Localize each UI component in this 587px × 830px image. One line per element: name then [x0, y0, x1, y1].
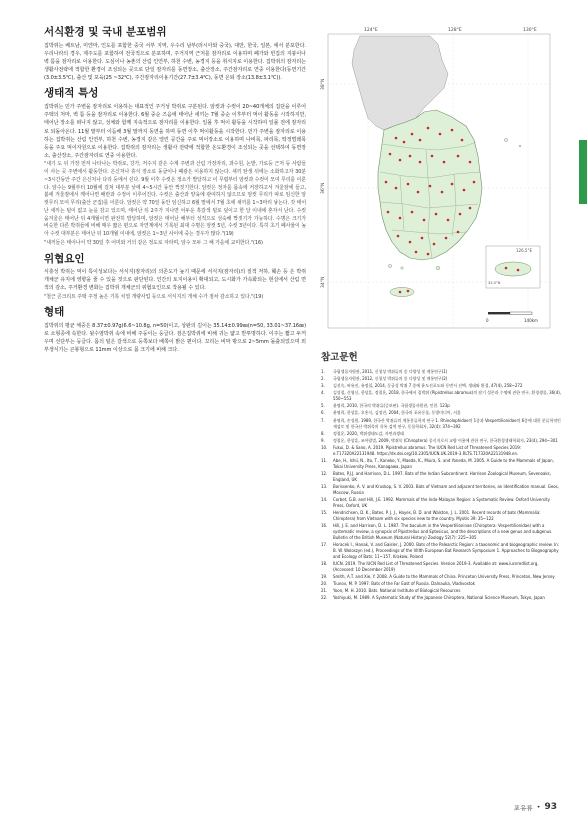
reference-item [321, 390, 561, 402]
reference-item [321, 574, 561, 580]
habitat-text: 집박쥐는 베트남, 미얀마, 인도를 포함한 중국 서부 지역, 우수리 남부(러시아와 중국), 대만, 한국, 일본, 에서 분포한다. 우리나라의 경우, 제주도를 포함하여 전국적으로 분포하며, 주거지역 근처를 잠자리로 이용하며 폐가와 빈집의 지붕이나 벽 틈을 잠자리로 이용한다. 도심이나 농촌의 산림 인연부, 하천 수변, 농경지 등을 취식지로 이용한다. 집박쥐의 잠자리는 생활사전략에 적합한 환경이 조성되는 곳으로 단일 잠자리를 동면장소, 출산장소, 주간잠자리로 연중 이용한다(동면기간(3.0±3.5℃), 출산 및 포육(25 ~32℃), 주간잠자리이용기간(27.7±3.4℃), 동면 온퇴 장소(13.8±3.1℃)). [44, 42, 306, 82]
footer-bullet: • [536, 803, 541, 811]
reference-number: 11. [321, 457, 328, 463]
reference-text: Borissenko, A. V. and Kruskop, S. V. 2003. Bats of Vietnam and adjacent territories, an identification manual. Geos, Moscow, Russia [333, 483, 559, 495]
reference-text: 윤명희, 2010, 한국의 박쥐류(증보판). 국립생물자원관, 인천. 123p [333, 403, 450, 409]
reference-item [321, 471, 561, 483]
reference-number: 19. [321, 573, 328, 579]
reference-text: Hill, J. E. and Harrison, D. L. 1987. The baculum in the Vespertilioninae (Chiroptera: Vespertilionidae) with a systematic review, a synopsis of Pipistrellus and Eptesicus, and the descriptions of a new genus and subgenus. Bulletin of the British Museum (Natural History) Zoology 52(7): 225~305 [333, 523, 553, 540]
habitat-title: 서식환경 및 국내 분포범위 [44, 26, 167, 38]
references-section [321, 349, 561, 602]
page-number: 93 [544, 802, 557, 812]
reference-item [321, 403, 561, 409]
reference-number: 4. [321, 390, 325, 396]
morphology-text: 집박쥐의 평균 체중은 8.37±0.97g(6.6~10.8g, n=50)이고, 상완의 길이는 35.14±0.99㎜(n=50, 33.01~37.16㎜)로 소형종에 속한다. 뒷수염박쥐 속에 비해 주둥이는 둥글다. 검은집박쥐에 비해 귀는 얇고 반투명하다. 이주는 짧고 두꺼우며 선단부는 둥글다. 몸의 털은 갈색으로 등쪽보다 배쪽이 밝은 편이다. 꼬리는 비막 밖으로 2~5mm 돌출되었으며 외부생식기는 곤봉형으로 11mm 이상으로 몸 크기에 비해 크다. [44, 322, 306, 354]
reference-text: Corbet, G.B. and Hill, J.E. 1992. Mammals of the Indo-Malayan Region: a Systematic Review. Oxford University Press, Oxford, UK [333, 496, 550, 508]
lon-label-1: 124°E [364, 28, 378, 33]
scale-start: 0 [486, 318, 489, 323]
threat-title: 위협요인 [44, 252, 85, 265]
reference-text: 윤명희, 손성원, 1989, 한국산 박쥐류의 계통분류학적 연구 1. Rhinolophidae의 1종과 Vespertilionidae의 6종에 대한 분류학적인 재검토 및 한국산 박쥐목의 목록 검색 연구, 동물학회지, 32(4): 374~392 [333, 417, 561, 429]
reference-number: 14. [321, 496, 328, 502]
reference-text: 정철운, 2020, 박쥐생태도감, 자연과생태 [333, 430, 404, 436]
reference-number: 9. [321, 437, 325, 443]
reference-number: 7. [321, 417, 325, 423]
lon-label-3: 130°E [523, 28, 537, 33]
reference-item [321, 418, 561, 430]
references-list [321, 369, 561, 601]
reference-number: 13. [321, 483, 328, 489]
threat-text: 식충성 박쥐는 먹이 특이성보다는 서식지(잠자리)의 의존도가 높기 때문에 서식지(잠자리)의 질적 저하, 훼손 등 은 박쥐 개체군 유지에 영향을 줄 수 있을 것으로 판단된다. 인간의 토지이용이 확대되고, 도시화가 가속화되는 현실에서 산림 면적의 감소, 주거환경 변화는 집박쥐 개체군의 위협요인으로 작용될 수 있다. [44, 269, 306, 292]
ecology-quote-2: "새끼들은 태어나서 약 30일 후 어미와 거의 같은 정도로 자라며, 암수 모두 그 해 가을에 교미한다."(16) [44, 239, 263, 246]
ecology-quote: "새기 도 뒤 가장 먼저 나타나는 박쥐로, 강가, 저수지 같은 수계 주변과 산림 가장자리, 과수원, 논밭, 가로등 근처 등 사람들이 사는 곳 주변에서 활동한다. 은신처나 휴식 장소로 동굴이나 폐광은 이용하지 않는다. 새끼 탄생 뒤에는 소화하고자 30분~3시간동안 주간 은신처나 다리 등에서 쉰다. 9월 이후 수컷은 정소가 발달하고 이 무렵부터 암컷과 수컷이 모여 무리를 이룬다. 암수는 9월부터 10월에 걸쳐 대부분 낮에 4~5시간 동안 짝짓기한다. 암컷은 정자를 몸속에 저장하고서 겨울잠에 들고, 봄에 겨울잠에서 깨어나면 배란과 수정이 이루어진다. 수컷은 출산과 양육에 관여하지 않으므로 암컷 무리가 따로 임신한 암컷무리 모여 무리(출산 군집)를 이룬다. 암컷은 약 70일 동안 임신하고 6월 말에서 7월 초에 새끼를 1~3마리 낳는다. 갓 태어난 새끼는 털이 없고 눈을 감고 있으며, 태어난 뒤 2주가 지나면 어두운 흑갈색 털로 덮이고 한 달 이내에 혼자서 난다. 수컷 움겨울은 태어난 뒤 4개월이면 완전히 발달하며, 암컷은 태어난 해부터 성적으로 성숙해 짝짓기가 가능하다. 수명은 크기가 비슷한 다른 박쥐들에 비해 매우 짧은 편으로 자연계에서 기록된 최대 수명은 암컷 5년, 수컷 3년이다. 특히 초기 폐사율이 높아 수컷 대부분은 태어난 뒤 10개월 이내에, 암컷은 1~3년 사이에 죽는 경우가 많다."(19) [44, 161, 306, 237]
lat-label-3: 34°N [321, 276, 326, 288]
reference-item [321, 484, 561, 496]
reference-text: 국립생물자원관, 2012, 신청성 박쥐류의 종 다양성 및 계통연구(2) [333, 376, 448, 382]
reference-item [321, 376, 561, 382]
threat-quote: "철근 콘크리트 주택 주정 높은 기록 치열 개량사업 등으로 서식지의 개체 수가 점차 감소하고 있다."(19) [44, 293, 264, 300]
reference-item [321, 523, 561, 541]
inset-lat-label: 33.5°N [488, 281, 501, 285]
reference-item [321, 458, 561, 470]
reference-text: 김성철, 신영신, 한상훈, 정철운, 2018, 한국에서 집박쥐 (Pipistrellus abramus)의 잠기 성존과 수명에 관한 연구, 환경생물, 36(4), 550~553 [333, 390, 561, 402]
reference-item [321, 510, 561, 522]
morphology-title: 형태 [44, 306, 65, 319]
reference-number: 15. [321, 509, 328, 515]
reference-number: 1. [321, 369, 325, 374]
reference-item [321, 542, 561, 560]
inset-lon-label: 126.5°E [516, 248, 532, 253]
reference-item [321, 369, 561, 375]
reference-number: 20. [321, 581, 328, 587]
ecology-text: 집박쥐는 민가 주변을 잠자리로 이용하는 대표적인 주거성 박쥐로 구분된다. 암컷과 수컷이 20~40개체의 집단을 이루어 주택의 처마, 벽 틈 등을 잠자리로 이용한다. 6월 중순 즈음에 태어난 새끼는 7월 중순 이후부터 먹이 활동을 시작하지만, 태어난 장소를 떠나지 않고, 성체와 함께 지속적으로 잠자리를 이용한다. 일몰 후 먹이 활동을 시작하여 일몰 전에 잠자리로 되돌아온다. 11월 말부터 이듬해 3월 말까지 동면을 하며 동면 이후 먹이활동을 시작한다. 민가 주변을 잠자리로 이용하는 집박쥐는 산림 인연부, 하천 수변, 농경지 같은 열린 공간을 주로 먹이장소로 이용하며 나비목, 파리목, 딱정벌레목 등을 주요 먹이자원으로 이용한다. 집박쥐의 잠자리는 생활사 전략에 적합한 온도환경이 조성되는 곳을 선택하여 동면장소, 출산장소, 주간잠자리로 연중 이용한다. [44, 104, 306, 160]
reference-item [321, 383, 561, 389]
reference-item [321, 581, 561, 587]
left-column [44, 26, 306, 355]
reference-text: Yoon, M. H. 2010. Bats. National Institute of Biological Resources [333, 588, 461, 594]
reference-number: 12. [321, 470, 328, 476]
section-color-tab [579, 140, 587, 204]
reference-item [321, 438, 561, 444]
reference-text: IUCN. 2019. The IUCN Red List of Threatened Species. Version 2019-3. Available at: www.iucnredlist.org. (Accessed: 10 December 2019) [333, 560, 539, 572]
reference-text: 김선숙, 허유진, 유정칠, 2014, 동굴성 박쥐 7 종에 윤도선포도와 동면저 선택. 생태와 환경, 47(4), 258~272 [333, 383, 523, 389]
reference-item [321, 561, 561, 573]
reference-text: 윤명희, 한상훈, 오홍식, 김정진, 2004, 한국의 포유동물, 동방미디어, 서울 [333, 410, 461, 416]
lon-label-2: 128°E [448, 28, 462, 33]
reference-text: 정철운, 한상훈, 조아랑벌, 2009, 박쥐목 (Chiroptera) 종식지로서 교량 이용에 관한 연구, 한국환경생태학회지, 23(4), 294~301 [333, 437, 558, 443]
distribution-map [320, 22, 556, 336]
ecology-title: 생태적 특성 [44, 87, 99, 100]
reference-text: Horacek I., Hanak, V. and Gaisler, J. 2000. Bats of the Palearctic Region: a taxonomic and biogeographic review. In: B. W. Woloszyn (ed.), Proceedings of the VIIIth European Bat Research Symposium 1. Approaches to Biogeography and Ecology of Bats: 11~157. Krakow, Poland [333, 541, 560, 559]
reference-text: Tiunov, M. P. 1997. Bats of the Far East of Russia. Dalnauka, Vladivostok [333, 581, 476, 587]
references-title: 참고문헌 [321, 352, 358, 363]
page-footer [514, 802, 557, 812]
reference-number: 3. [321, 383, 325, 389]
reference-text: Hendrichsen, D. K., Bates, P. J. J., Hayes, B. D. and Walston, J. L. 2001. Recent records of bats (Mammalia: Chiroptera) from Vietnam with six species new to the country. Myotis 39: 35~122 [333, 509, 541, 521]
scale-end: 140km [524, 318, 538, 323]
footer-section: 포유류 [513, 803, 533, 812]
reference-item [321, 431, 561, 437]
lat-label-1: 38°N [321, 78, 326, 90]
reference-number: 21. [321, 588, 328, 594]
reference-number: 17. [321, 541, 328, 547]
reference-item [321, 595, 561, 601]
reference-text: Smith, A.T. and Xie, Y. 2008. A Guide to the Mammals of China. Princeton University Press, Princeton, New Jersey [333, 573, 555, 579]
reference-item [321, 410, 561, 416]
reference-number: 2. [321, 376, 325, 382]
reference-text: Fukui, D. & Sano, A. 2019. Pipistrellus abramus. The IUCN Red List of Threatened Species 2019: e.T17320A22131948. https://dx.doi.org/10.2305/IUCN.UK.2019-3.RLTS.T17320A22131948.en. [333, 444, 522, 456]
reference-text: 국립생물자원관, 2011, 신청성 박쥐류의 종 다양성 및 계통연구(1) [333, 369, 448, 374]
reference-text: Abe, H., Ishii, N., Ito, T., Kaneko, Y., Maeda, K., Miura, S. and Yoneda, M. 2005. A Guide to the Mammals of Japan, Tokai University Press, Kanagawa, Japan [333, 457, 554, 469]
reference-number: 10. [321, 444, 328, 450]
reference-number: 18. [321, 560, 328, 566]
reference-item [321, 588, 561, 594]
lat-label-2: 36°N [321, 182, 326, 194]
reference-item [321, 497, 561, 509]
reference-item [321, 445, 561, 457]
reference-text: Yoshiyuki, M. 1989. A Systematic Study of the Japanese Chiroptera, National Science Museum, Tokyo, Japan [333, 595, 545, 601]
reference-text: Bates, P.J.J. and Harrison, D.L. 1997. Bats of the Indian Subcontinent. Harrison Zoological Museum, Sevenoaks, England, UK [333, 470, 551, 482]
reference-number: 8. [321, 430, 325, 436]
reference-number: 16. [321, 523, 328, 529]
reference-number: 22. [321, 595, 328, 601]
reference-number: 6. [321, 410, 325, 416]
reference-number: 5. [321, 403, 325, 409]
